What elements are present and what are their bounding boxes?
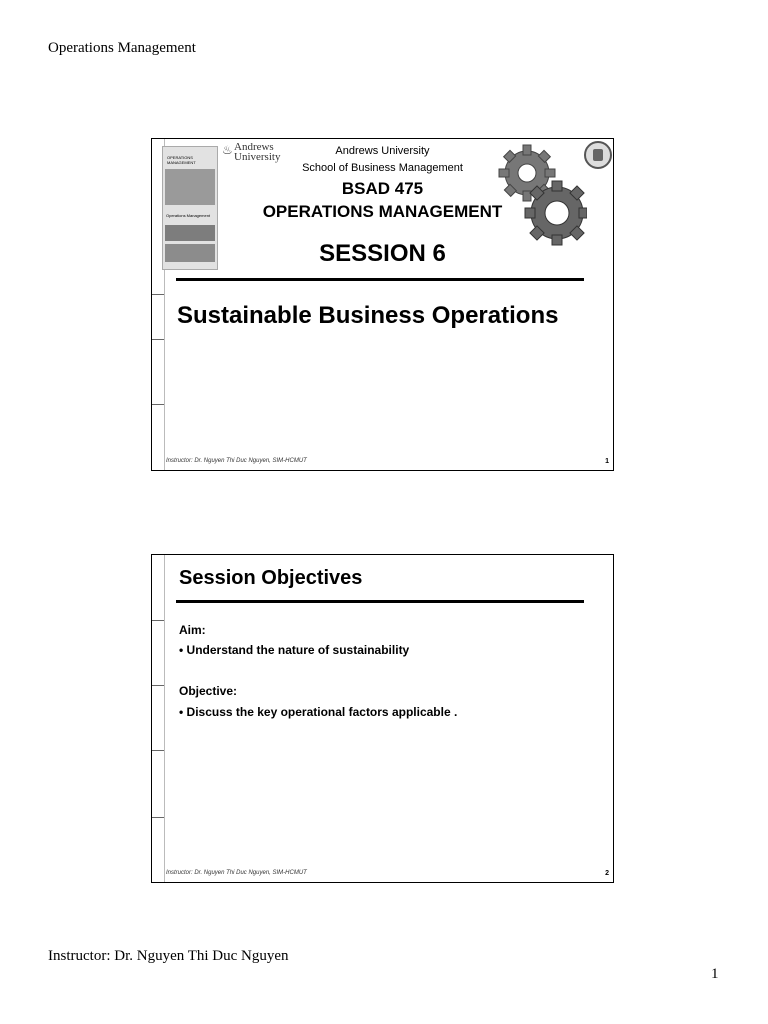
objective-item: • Discuss the key operational factors applicable .	[179, 705, 458, 719]
seal-emblem	[593, 149, 603, 161]
logo-text-line2: University	[234, 151, 281, 163]
book-cover-subtitle: Operations Management	[166, 213, 211, 218]
margin-tick	[152, 294, 164, 295]
cover-photo	[165, 225, 215, 241]
page-footer: Instructor: Dr. Nguyen Thi Duc Nguyen	[48, 948, 289, 964]
page-number: 1	[711, 966, 719, 982]
slide-number: 1	[605, 458, 609, 465]
margin-tick	[152, 685, 164, 686]
slide-number: 2	[605, 870, 609, 877]
margin-tick	[152, 620, 164, 621]
objective-label: Objective:	[179, 684, 238, 698]
course-code: BSAD 475	[341, 179, 424, 198]
school-name: School of Business Management	[302, 162, 463, 174]
margin-tick	[152, 817, 164, 818]
aim-item: • Understand the nature of sustainability	[179, 643, 410, 657]
slide-title: Sustainable Business Operations	[177, 302, 559, 329]
slide-1	[151, 138, 614, 471]
title-divider	[176, 600, 584, 603]
university-name: Andrews University	[335, 145, 430, 157]
notes-margin-line	[164, 555, 165, 882]
aim-label: Aim:	[179, 623, 206, 637]
slide-footer: Instructor: Dr. Nguyen Thi Duc Nguyen, SIM-HCMUT	[166, 458, 307, 464]
slide-2	[151, 554, 614, 883]
course-name: OPERATIONS MANAGEMENT	[262, 202, 503, 221]
session-number: SESSION 6	[319, 240, 446, 267]
flame-icon: ♨	[222, 143, 233, 157]
margin-tick	[152, 404, 164, 405]
book-cover-title: OPERATIONS MANAGEMENT	[167, 155, 196, 165]
slide-footer: Instructor: Dr. Nguyen Thi Duc Nguyen, SIM-HCMUT	[166, 870, 307, 876]
institution-seal-logo	[584, 141, 612, 169]
logo-text-line1: Andrews	[234, 141, 274, 153]
margin-tick	[152, 750, 164, 751]
page-header: Operations Management	[48, 40, 196, 56]
slide-title: Session Objectives	[179, 567, 363, 589]
margin-tick	[152, 339, 164, 340]
title-divider	[176, 278, 584, 281]
gears-icon	[497, 143, 587, 253]
